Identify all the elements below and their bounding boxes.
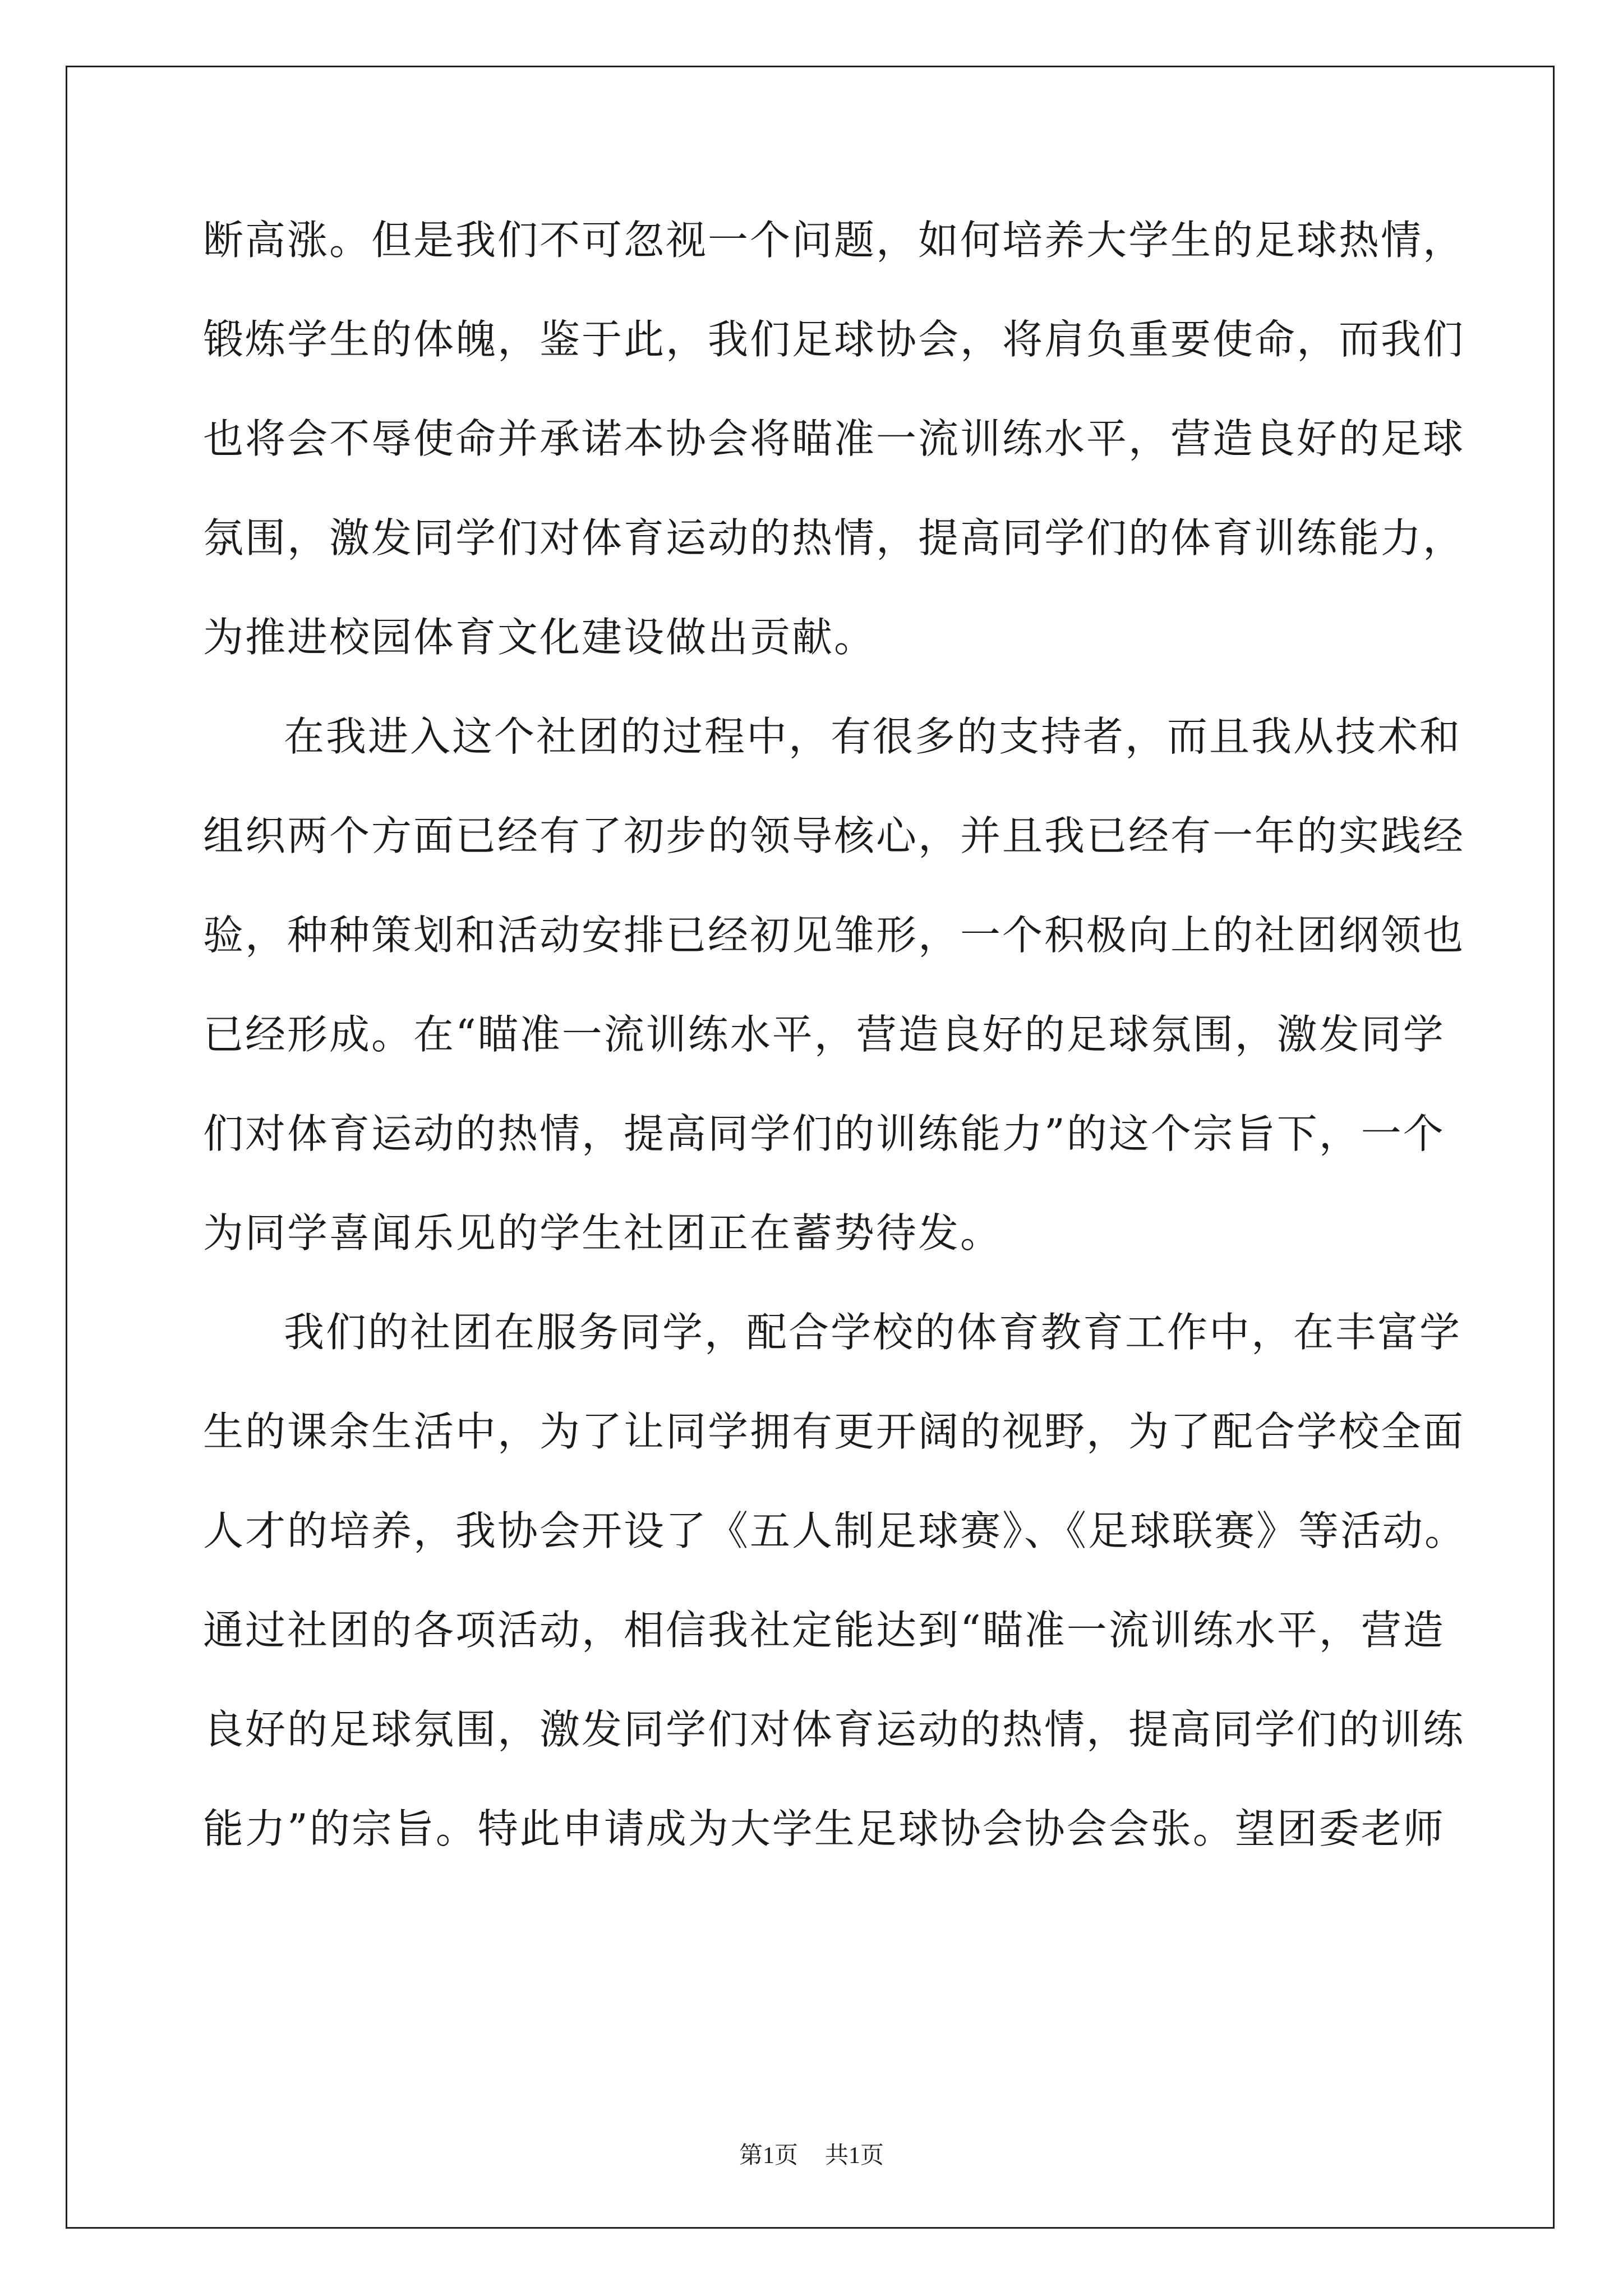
- text-line: 也将会不辱使命并承诺本协会将瞄准一流训练水平，营造良好的足球: [203, 415, 1465, 462]
- text-line: 已经形成。在“瞄准一流训练水平，营造良好的足球氛围，激发同学: [203, 1011, 1445, 1058]
- text-line: 们对体育运动的热情，提高同学们的训练能力”的这个宗旨下，一个: [203, 1110, 1445, 1157]
- page-number: 第1页: [739, 2143, 798, 2169]
- text-line: 为推进校园体育文化建设做出贡献。: [203, 614, 877, 661]
- text-line: 氛围，激发同学们对体育运动的热情，提高同学们的体育训练能力，: [203, 514, 1465, 562]
- text-line: 人才的培养，我协会开设了《五人制足球赛》、《足球联赛》等活动。: [203, 1507, 1467, 1554]
- text-line: 能力”的宗旨。特此申请成为大学生足球协会协会会张。望团委老师: [203, 1805, 1445, 1852]
- text-line: 在我进入这个社团的过程中，有很多的支持者，而且我从技术和: [284, 713, 1462, 760]
- text-line: 生的课余生活中，为了让同学拥有更开阔的视野，为了配合学校全面: [203, 1408, 1465, 1455]
- page-footer: [0, 2142, 1623, 2170]
- page-total: 共1页: [825, 2143, 884, 2169]
- text-line: 组织两个方面已经有了初步的领导核心，并且我已经有一年的实践经: [203, 812, 1465, 859]
- text-line: 锻炼学生的体魄，鉴于此，我们足球协会，将肩负重要使命，而我们: [203, 316, 1465, 363]
- document-body: [203, 212, 1467, 1900]
- text-line: 验，种种策划和活动安排已经初见雏形，一个积极向上的社团纲领也: [203, 912, 1465, 959]
- text-line: 我们的社团在服务同学，配合学校的体育教育工作中，在丰富学: [284, 1309, 1462, 1356]
- text-line: 良好的足球氛围，激发同学们对体育运动的热情，提高同学们的训练: [203, 1706, 1465, 1753]
- text-line: 为同学喜闻乐见的学生社团正在蓄势待发。: [203, 1209, 1003, 1257]
- text-line: 通过社团的各项活动，相信我社定能达到“瞄准一流训练水平，营造: [203, 1607, 1445, 1654]
- text-line: 断高涨。但是我们不可忽视一个问题，如何培养大学生的足球热情，: [203, 217, 1465, 264]
